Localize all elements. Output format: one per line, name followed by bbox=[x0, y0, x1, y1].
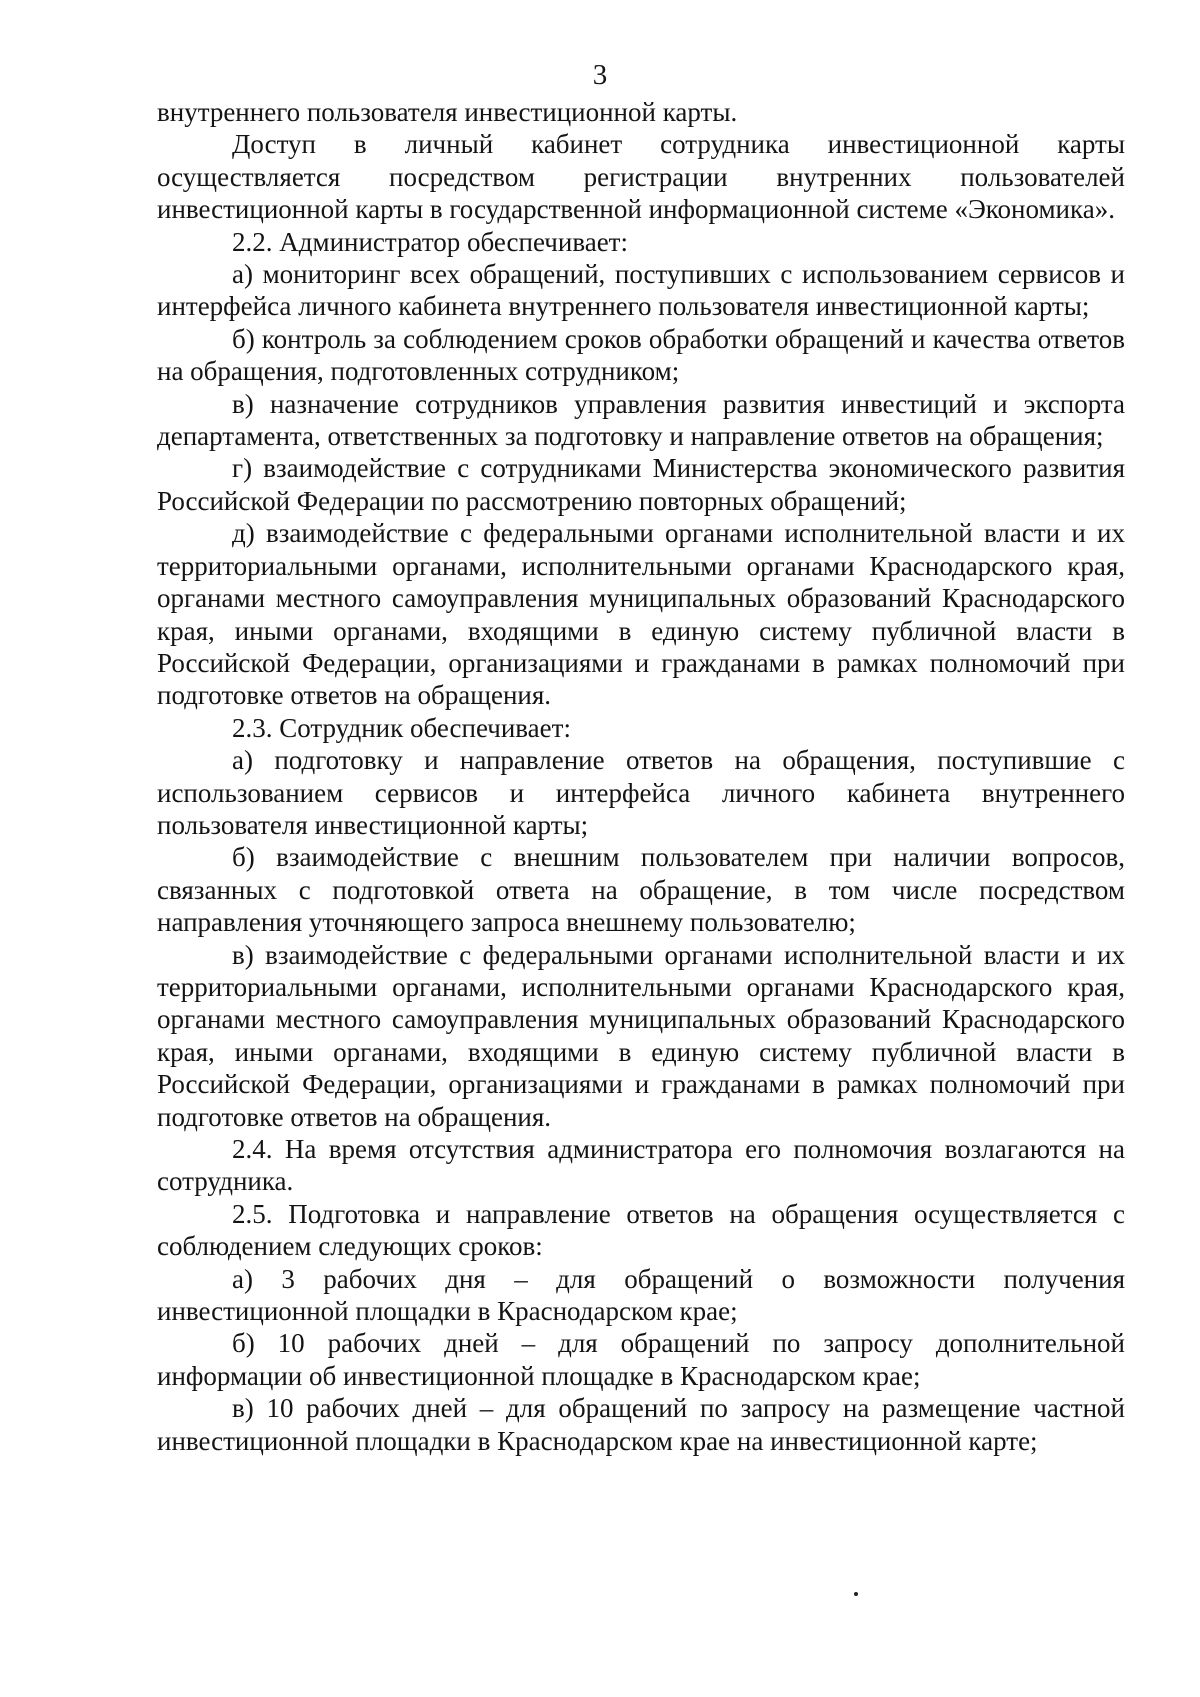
paragraph-2-5: 2.5. Подготовка и направление ответов на обращения осуществляется с соблюдением следующих сроков: bbox=[157, 1198, 1125, 1262]
section-heading-2-2: 2.2. Администратор обеспечивает: bbox=[232, 226, 628, 257]
list-item-2-2-d: д) взаимодействие с федеральными органами исполнительной власти и их территориальными органами, исполнительными органами Краснодарского края, органами местного самоуправления муниципальных образований Краснодарского края, иными органами, входящими в единую систему публичной власти в Российской Федерации, организациями и гражданами в рамках полномочий при подготовке ответов на обращения. bbox=[157, 518, 1125, 711]
list-item-2-3-b: б) взаимодействие с внешним пользователем при наличии вопросов, связанных с подготовкой ответа на обращение, в том числе посредством направления уточняющего запроса внешнему пользователю; bbox=[157, 842, 1125, 938]
list-item-2-2-b: б) контроль за соблюдением сроков обработки обращений и качества ответов на обращения, подготовленных сотрудником; bbox=[157, 323, 1125, 387]
document-body bbox=[157, 96, 1125, 1457]
list-item-2-5-a: а) 3 рабочих дня – для обращений о возможности получения инвестиционной площадки в Краснодарском крае; bbox=[157, 1263, 1125, 1327]
paragraph-2-4: 2.4. На время отсутствия администратора его полномочия возлагаются на сотрудника. bbox=[157, 1134, 1125, 1197]
list-item-2-3-a: а) подготовку и направление ответов на обращения, поступившие с использованием сервисов и интерфейса личного кабинета внутреннего пользователя инвестиционной карты; bbox=[157, 745, 1125, 840]
page-number: 3 bbox=[592, 59, 608, 91]
list-item-2-2-g: г) взаимодействие с сотрудниками Министерства экономического развития Российской Федерации по рассмотрению повторных обращений; bbox=[157, 453, 1125, 516]
paragraph-access: Доступ в личный кабинет сотрудника инвестиционной карты осуществляется посредством регистрации внутренних пользователей инвестиционной карты в государственной информационной системе «Экономика». bbox=[157, 129, 1125, 225]
section-heading-2-3: 2.3. Сотрудник обеспечивает: bbox=[232, 712, 571, 743]
list-item-2-3-v: в) взаимодействие с федеральными органами исполнительной власти и их территориальными органами, исполнительными органами Краснодарского края, органами местного самоуправления муниципальных образований Краснодарского края, иными органами, входящими в единую систему публичной власти в Российской Федерации, организациями и гражданами в рамках полномочий при подготовке ответов на обращения. bbox=[157, 939, 1125, 1132]
list-item-2-2-a: а) мониторинг всех обращений, поступивших с использованием сервисов и интерфейса личного кабинета внутреннего пользователя инвестиционной карты; bbox=[157, 259, 1125, 322]
list-item-2-2-v: в) назначение сотрудников управления развития инвестиций и экспорта департамента, ответственных за подготовку и направление ответов на обращения; bbox=[157, 388, 1125, 452]
scan-speck bbox=[854, 1592, 858, 1596]
paragraph-continuation: внутреннего пользователя инвестиционной карты. bbox=[157, 97, 738, 127]
list-item-2-5-b: б) 10 рабочих дней – для обращений по запросу дополнительной информации об инвестиционной площадке в Краснодарском крае; bbox=[157, 1328, 1125, 1391]
list-item-2-5-v: в) 10 рабочих дней – для обращений по запросу на размещение частной инвестиционной площадки в Краснодарском крае на инвестиционной карте; bbox=[157, 1393, 1125, 1456]
